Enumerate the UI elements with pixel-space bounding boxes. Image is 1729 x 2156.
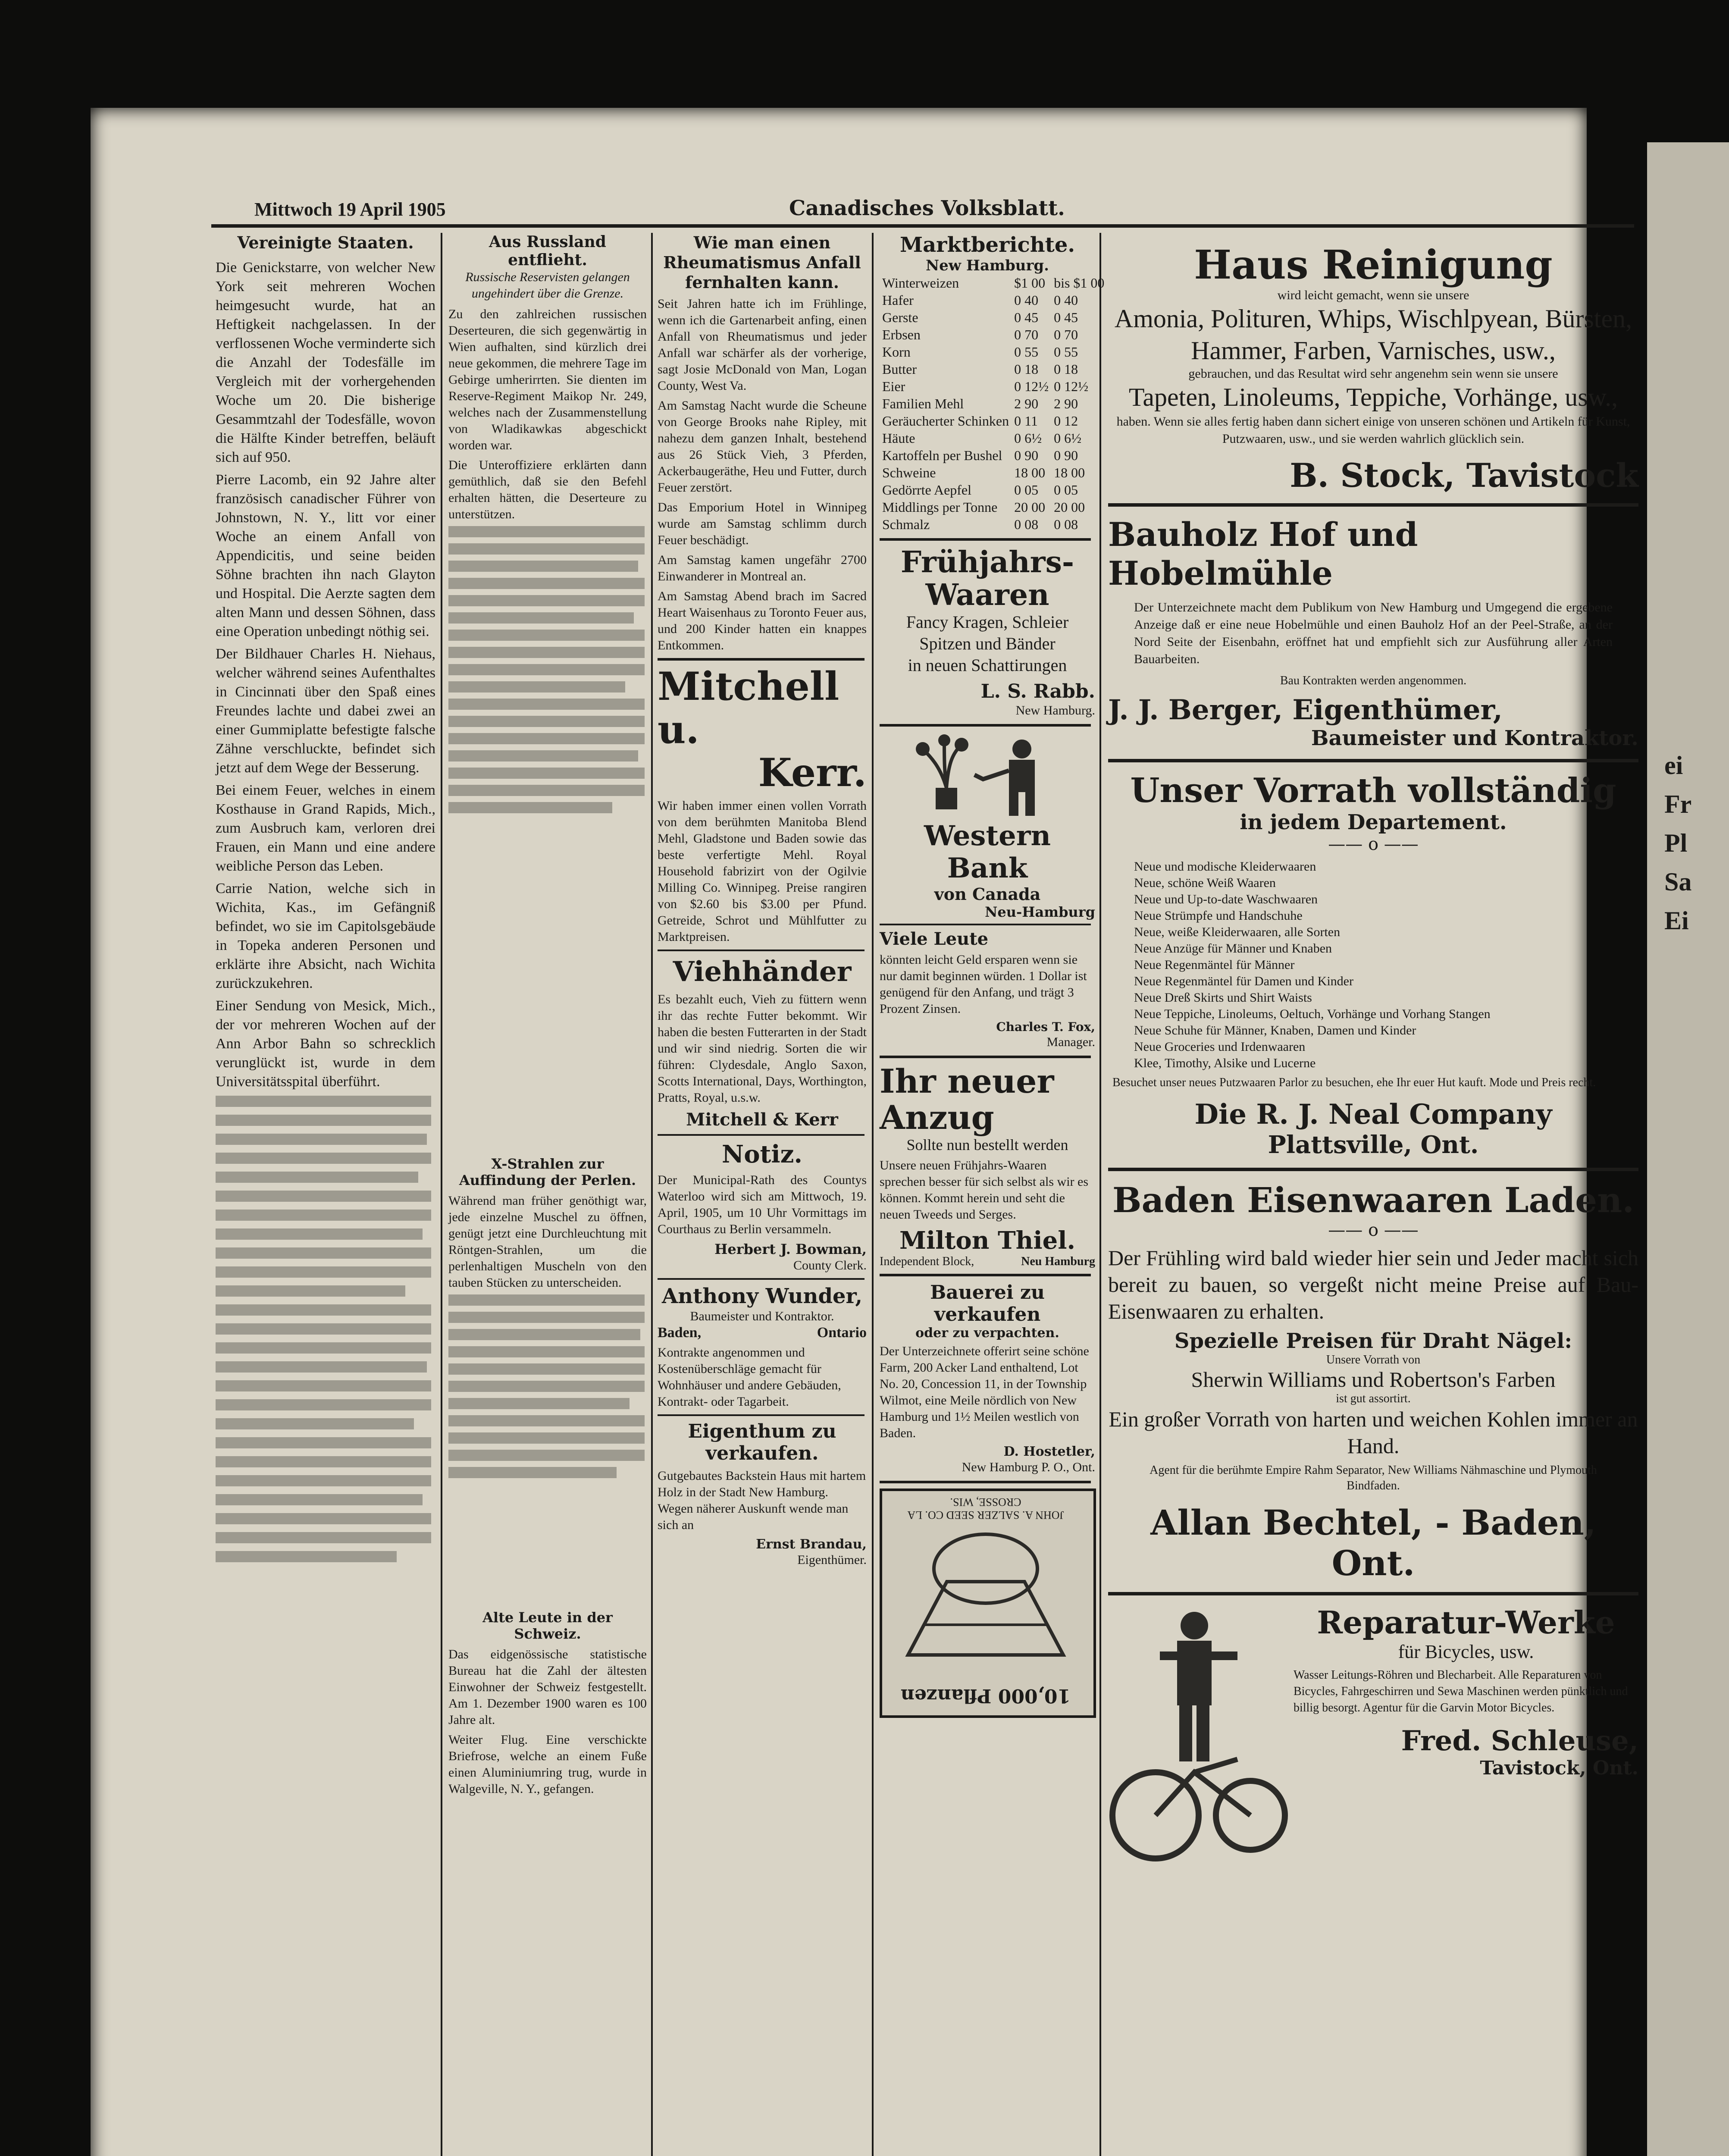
ad-outro: Besuchet unser neues Putzwaaren Parlor zu besuchen, ehe Ihr euer Hut kauft. Mode und Preis recht. — [1112, 1076, 1596, 1089]
column-large-ads — [1108, 233, 1638, 1889]
ad-haus-reinigung — [1108, 241, 1638, 495]
table-row: Häute 0 6½ 0 6½ — [882, 430, 1082, 446]
table-row: Familien Mehl 2 90 2 90 — [882, 396, 1078, 411]
ad-name: Allan Bechtel, - Baden, Ont. — [1150, 1502, 1596, 1583]
news-paragraph: Das eidgenössische statistische Bureau hat die Zahl der ältesten Einwohner der Schweiz festgestellt. Am 1. Dezember 1900 waren es 100 Jahre alt. — [448, 1647, 647, 1727]
table-row: Butter 0 18 0 18 — [882, 361, 1078, 377]
gardener-illustration — [880, 732, 1091, 818]
ad-subtitle: für Bicycles, usw. — [1398, 1641, 1534, 1662]
market-report — [880, 233, 1105, 533]
list-item: Klee, Timothy, Alsike und Lucerne — [1134, 1056, 1316, 1070]
ad-title: Baden Eisenwaaren Laden. — [1112, 1180, 1635, 1220]
section-rule — [1108, 503, 1638, 507]
ad-text: Unsere neuen Frühjahrs-Waaren sprechen besser für sich selbst als wir es können. Kommt herein und seht die neuen Tweeds und Serges. — [880, 1158, 1089, 1222]
section-rule — [880, 538, 1091, 541]
adjacent-page-edge — [1647, 142, 1729, 2156]
ad-role: Baumeister und Kontraktor. — [1311, 726, 1638, 750]
ad-anzug — [880, 1063, 1095, 1269]
column-divider — [872, 233, 874, 2156]
edge-fragment: ei — [1664, 751, 1683, 780]
market-place: New Hamburg. — [926, 257, 1049, 274]
ad-subtitle: Baumeister und Kontraktor. — [690, 1309, 834, 1323]
list-item: Neue Regenmäntel für Männer — [1134, 958, 1295, 972]
ad-subtitle: in jedem Departement. — [1240, 810, 1507, 834]
table-row: Gerste 0 45 0 45 — [882, 310, 1078, 325]
news-paragraph: Während man früher genöthigt war, jede einzelne Muschel zu öffnen, genügt jetzt eine Durchleuchtung mit Röntgen-Strahlen, um die perlenhaltigen Muscheln von den tauben Stücken zu unterscheiden. — [448, 1194, 647, 1290]
paper-name: Canadisches Volksblatt. — [789, 196, 1065, 220]
ad-line: in neuen Schattirungen — [908, 655, 1067, 675]
ad-title: Reparatur-Werke — [1317, 1604, 1615, 1641]
news-paragraph: Einer Sendung von Mesick, Mich., der vor mehreren Wochen auf der Ann Arbor Bahn so schrecklich verunglückt ist, wurde in dem Universitätsspital überführt. — [216, 998, 435, 1090]
list-item: Neue und modische Kleiderwaaren — [1134, 859, 1316, 874]
column-divider — [651, 233, 653, 2156]
ad-paints: Sherwin Williams und Robertson's Farben — [1191, 1367, 1556, 1391]
ad-text: Der Unterzeichnete offerirt seine schöne Farm, 200 Acker Land enthaltend, Lot No. 20, Concession 11, in der Township Wilmot, eine Meile nördlich von New Hamburg und 1½ Meilen westlich von Baden. — [880, 1344, 1089, 1440]
ad-location — [880, 1255, 1095, 1269]
ad-name: Milton Thiel. — [899, 1226, 1076, 1255]
ad-title: Bauholz Hof und — [1108, 515, 1418, 554]
ad-text: Wasser Leitungs-Röhren und Blecharbeit. Alle Reparaturen von Bicycles, Fahrgeschirren und Sewa Maschinen werden pünktlich und billig besorgt. Agentur für die Garvin Motor Bicycles. — [1294, 1668, 1628, 1714]
table-row: Geräucherter Schinken 0 11 0 12 — [882, 413, 1078, 429]
section-rule — [658, 1134, 864, 1136]
news-paragraph: Zu den zahlreichen russischen Deserteuren, die sich gegenwärtig in Wien aufhalten, sind kürzlich drei neue gekommen, die mehrere Tage im Gebirge umherirrten. Sie dienten im Reserve-Regiment Maikop Nr. 249, welches nach der Zusammenstellung von Wladikawkas abgeschickt worden war. — [448, 307, 647, 452]
news-paragraph: Der Bildhauer Charles H. Niehaus, welcher während seines Aufenthaltes in Cincinnati über den Spaß eines Freundes lachte und dabei zwei an einer Gummiplatte befestigte falsche Zähne verschluckte, befindet sich jetzt auf dem Wege der Besserung. — [216, 646, 435, 776]
ad-name: Die R. J. Neal Company — [1194, 1098, 1552, 1131]
section-title: Vereinigte Staaten. — [237, 233, 414, 252]
ad-title: Mitchell u. — [658, 664, 839, 752]
ad-viehhaender — [658, 956, 867, 1130]
ad-subtitle: oder zu verpachten. — [915, 1326, 1059, 1341]
ad-title: Bauerei zu verkaufen — [930, 1282, 1045, 1326]
ad-bauerei — [880, 1282, 1095, 1476]
notice-title: Notiz. — [722, 1140, 802, 1169]
ad-text: Der Unterzeichnete macht dem Publikum von New Hamburg und Umgegend die ergebene Anzeige daß er eine neue Hobelmühle und einen Bauholz Hof an der Peel-Straße, an der Nord Seite der Eisenbahn, eröffnet hat und empfiehlt sich zur Ausführung aller Arten Bauarbeiten. — [1134, 600, 1613, 666]
list-item: Neue, schöne Weiß Waaren — [1134, 876, 1276, 890]
list-item: Neue Teppiche, Linoleums, Oeltuch, Vorhänge und Vorhang Stangen — [1134, 1007, 1491, 1021]
dense-text-block — [216, 1096, 435, 2087]
section-rule — [880, 1056, 1091, 1058]
ornament-divider: —— o —— — [1328, 834, 1419, 854]
table-row: Winterweizen $1 00 bis $1 00 — [882, 275, 1105, 291]
newspaper-page — [91, 108, 1638, 2156]
section-rule — [658, 1278, 864, 1280]
market-table — [880, 274, 1107, 533]
news-paragraph: Am Samstag Abend brach im Sacred Heart Waisenhaus zu Toronto Feuer aus, und 200 Kinder hatten ein knappes Entkommen. — [658, 589, 867, 652]
list-item: Neue Regenmäntel für Damen und Kinder — [1134, 974, 1353, 988]
seed-advertisement — [880, 1489, 1096, 1718]
ad-reparatur — [1108, 1604, 1638, 1889]
list-item: Neue und Up-to-date Waschwaaren — [1134, 892, 1318, 906]
column-mixed — [658, 233, 867, 1568]
ad-title: Unser Vorrath vollständig — [1130, 771, 1616, 810]
ad-agency: Agent für die berühmte Empire Rahm Separator, New Williams Nähmaschine und Plymouth Bindfaden. — [1150, 1463, 1597, 1492]
ad-text: könnten leicht Geld ersparen wenn sie nur damit beginnen würden. 1 Dollar ist genügend für den Anfang, und trägt 3 Prozent Zinsen. — [880, 953, 1087, 1016]
ad-place: New Hamburg. — [1015, 703, 1095, 718]
section-rule — [658, 658, 864, 661]
table-row: Gedörrte Aepfel 0 05 0 05 — [882, 482, 1078, 498]
table-row: Schmalz 0 08 0 08 — [882, 517, 1078, 532]
ad-text: Es bezahlt euch, Vieh zu füttern wenn ihr das rechte Futter bekommt. Wir haben die besten Futterarten in der Stadt und wir sind niedrig. Sorten die wir führen: Clydesdale, Anglo Saxon, Scotts International, Days, Worthington, Pratts, Royal, u.s.w. — [658, 992, 867, 1105]
ad-signature-role: Manager. — [1046, 1035, 1095, 1049]
cyclist-illustration — [1108, 1604, 1289, 1871]
news-paragraph: Seit Jahren hatte ich im Frühlinge, wenn ich die Gartenarbeit anfing, einen Anfall von Rheumatismus und jeder Anfall war schärfer als der vorherige, sagt Josie McDonald von Man, Logan County, West Va. — [658, 297, 867, 393]
ad-place: Neu-Hamburg — [985, 904, 1095, 920]
ad-title: Anthony Wunder, — [661, 1284, 863, 1308]
ad-vorrath — [1108, 771, 1638, 1159]
issue-date: Mittwoch 19 April 1905 — [254, 199, 446, 220]
ad-mid: gebrauchen, und das Resultat wird sehr angenehm sein wenn sie unsere — [1188, 367, 1558, 381]
table-row: Schweine 18 00 18 00 — [882, 465, 1085, 480]
seed-ad-illustration — [882, 1517, 1093, 1672]
ad-mitchell-kerr — [658, 665, 867, 945]
ad-place: New Hamburg P. O., Ont. — [962, 1460, 1095, 1474]
table-row: Eier 0 12½ 0 12½ — [882, 379, 1089, 394]
ad-province: Ontario — [817, 1325, 867, 1341]
ad-note: Bau Kontrakten werden angenommen. — [1280, 674, 1467, 687]
ad-place: Plattsville, Ont. — [1268, 1131, 1479, 1159]
table-row: Korn 0 55 0 55 — [882, 344, 1078, 360]
notice-signature: Herbert J. Bowman, — [714, 1241, 867, 1257]
section-rule — [880, 924, 1091, 925]
ad-paints-note: ist gut assortirt. — [1336, 1392, 1411, 1405]
ad-title: Anzug — [880, 1098, 994, 1137]
section-rule — [658, 1414, 864, 1416]
ad-outro: haben. Wenn sie alles fertig haben dann sichert einige von unseren schönen und Artikeln für Kunst, Putzwaaren, usw., und sie werden wahrlich glücklich sein. — [1116, 414, 1630, 446]
ad-title: Haus Reinigung — [1194, 241, 1553, 288]
ad-signature: Mitchell & Kerr — [686, 1109, 838, 1130]
ad-coal: Ein großer Vorrath von harten und weichen Kohlen immer an Hand. — [1109, 1407, 1638, 1458]
ad-signature: Ernst Brandau, — [756, 1537, 867, 1552]
article-title: Wie man einen Rheumatismus Anfall fernhalten kann. — [663, 233, 861, 292]
ad-title: Waaren — [925, 578, 1049, 612]
ad-anthony-wunder — [658, 1284, 867, 1410]
ad-baden-eisenwaaren — [1108, 1180, 1638, 1583]
dense-text-block — [448, 1294, 647, 1605]
ad-products: Tapeten, Linoleums, Teppiche, Vorhänge, usw., — [1128, 383, 1618, 411]
table-row: Hafer 0 40 0 40 — [882, 292, 1078, 308]
ad-eigenthum — [658, 1420, 867, 1568]
ad-heading: Viele Leute — [880, 929, 989, 949]
ad-signature: D. Hostetler, — [1003, 1444, 1095, 1459]
table-row: Kartoffeln per Bushel 0 90 0 90 — [882, 448, 1078, 463]
ad-subtitle: von Canada — [934, 884, 1041, 904]
ad-title: Frühjahrs- — [900, 545, 1074, 580]
list-item: Neue Schuhe für Männer, Knaben, Damen und Kinder — [1134, 1023, 1416, 1037]
ad-name: J. J. Berger, Eigenthümer, — [1108, 694, 1503, 726]
section-rule — [1108, 759, 1638, 762]
ad-place: Independent Block, — [880, 1255, 974, 1268]
section-rule — [880, 1481, 1091, 1483]
ad-title: Eigenthum zu verkaufen. — [688, 1420, 836, 1464]
ad-western-bank — [880, 732, 1095, 1050]
ad-line: Fancy Kragen, Schleier — [906, 612, 1069, 632]
section-rule — [1108, 1592, 1638, 1595]
ad-place: Neu Hamburg — [1021, 1255, 1095, 1268]
notice-signature-role: County Clerk. — [793, 1258, 867, 1272]
table-row: Erbsen 0 70 0 70 — [882, 327, 1078, 342]
ad-intro: wird leicht gemacht, wenn sie unsere — [1277, 288, 1469, 302]
ad-agent: Unsere Vorrath von — [1326, 1353, 1421, 1366]
edge-fragment: Fr — [1664, 790, 1692, 818]
table-row: Middlings per Tonne 20 00 20 00 — [882, 499, 1085, 515]
news-paragraph: Pierre Lacomb, ein 92 Jahre alter französisch canadischer Führer von Johnstown, N. Y., litt vor einer Woche an einem Anfall von Appendicitis, und seine beiden Söhne brachten ihn nach Glayton und Hospital. Die Aerzte sagten dem alten Mann und dessen Söhnen, dass eine Operation unbedingt nöthig sei. — [216, 472, 435, 639]
ad-text: Der Frühling wird bald wieder hier sein und Jeder macht sich bereit zu bauen, so vergeßt nicht meine Preise auf Bau-Eisenwaaren zu erhalten. — [1108, 1246, 1638, 1323]
ad-place: Baden, — [658, 1325, 702, 1341]
article-title: Alte Leute in der Schweiz. — [482, 1609, 613, 1642]
section-rule — [658, 950, 864, 951]
dense-text-block — [448, 526, 647, 1151]
column-market-ads — [880, 233, 1105, 1718]
ad-products: Amonia, Polituren, Whips, Wischlpyean, Bürsten, Hammer, Farben, Varnisches, usw., — [1114, 304, 1632, 365]
ad-text: Gutgebautes Backstein Haus mit hartem Holz in der Stadt New Hamburg. Wegen näherer Auskunft wende man sich an — [658, 1469, 866, 1532]
ad-title: Ihr neuer — [880, 1062, 1054, 1100]
ad-text: Kontrakte angenommen und Kostenüberschläge gemacht für Wohnhäuser und andere Gebäuden, Kontrakt- oder Tagarbeit. — [658, 1345, 841, 1409]
ad-rabb — [880, 546, 1095, 719]
ad-title: Kerr. — [758, 750, 867, 796]
seed-ad-plants: 10,000 Pflanzen — [900, 1685, 1071, 1707]
ad-location — [658, 1325, 867, 1341]
section-rule — [880, 1274, 1091, 1276]
news-paragraph: Die Genickstarre, von welcher New York seit mehreren Wochen heimgesucht wurde, hat an Heftigkeit nachgelassen. In der verflossenen Woche verminderte sich die Anzahl der Todesfälle im Vergleich mit der vorhergehenden Woche um 20. Die bisherige Gesammtzahl der Todesfälle, wovon die Hälfte Kinder betreffen, beläuft sich auf 950. — [216, 260, 435, 465]
section-rule — [1108, 1168, 1638, 1171]
market-title: Marktberichte. — [899, 233, 1075, 257]
header-rule — [211, 224, 1634, 228]
list-item: Neue Dreß Skirts und Shirt Waists — [1134, 990, 1312, 1005]
ad-name: L. S. Rabb. — [980, 680, 1095, 702]
ad-subtitle: Sollte nun bestellt werden — [906, 1136, 1068, 1153]
ad-signature-role: Eigenthümer. — [797, 1553, 867, 1567]
ad-line: Spitzen und Bänder — [919, 634, 1056, 653]
ad-title: Hobelmühle — [1108, 554, 1333, 592]
column-news-usa — [216, 233, 435, 2087]
ad-signature: Charles T. Fox, — [996, 1020, 1095, 1034]
news-paragraph: Die Unteroffiziere erklärten dann gemüthlich, daß sie den Befehl erhalten hätten, die Deserteure zu unterstützen. — [448, 458, 647, 521]
article-subtitle: Russische Reservisten gelangen ungehindert über die Grenze. — [465, 270, 630, 301]
ad-name: Fred. Schleuse, — [1401, 1725, 1638, 1757]
news-paragraph: Das Emporium Hotel in Winnipeg wurde am Samstag schlimm durch Feuer beschädigt. — [658, 500, 867, 547]
news-paragraph: Am Samstag Nacht wurde die Scheune von George Brooks nahe Ripley, mit nahezu dem ganzen Inhalt, bestehend aus 26 Stück Vieh, 3 Pferden, Ackerbaugeräthe, Heu und Futter, durch Feuer zerstört. — [658, 398, 867, 495]
column-divider — [441, 233, 442, 2156]
list-item: Neue Anzüge für Männer und Knaben — [1134, 941, 1332, 956]
ornament-divider: —— o —— — [1328, 1220, 1419, 1240]
column-news-russia — [448, 233, 647, 1801]
list-item: Neue Groceries und Irdenwaaren — [1134, 1040, 1306, 1054]
ad-name: B. Stock, Tavistock — [1290, 456, 1638, 495]
stock-list — [1134, 859, 1613, 1072]
notice-notiz — [658, 1140, 867, 1274]
ad-bauholz — [1108, 515, 1638, 750]
notice-text: Der Municipal-Rath des Countys Waterloo wird sich am Mittwoch, 19. April, 1905, um 10 Uhr Vormittags im Courthaus zu Berlin versammeln. — [658, 1173, 867, 1236]
adjacent-page-fragment — [1664, 746, 1691, 940]
list-item: Neue, weiße Kleiderwaaren, alle Sorten — [1134, 925, 1341, 939]
news-paragraph: Carrie Nation, welche sich in Wichita, Kas., im Gefängniß befindet, wo sie im Capitolsgebäude in Topeka anderen Personen und erklärte ihre Absicht, nach Wichita zurückzukehren. — [216, 881, 435, 991]
article-title: Aus Russland entflieht. — [489, 233, 606, 269]
news-paragraph: Weiter Flug. Eine verschickte Briefrose, welche an einem Fuße einen Aluminiumring trug, wurde in Walgeville, N. Y., gefangen. — [448, 1733, 647, 1796]
article-title: X-Strahlen zur Auffindung der Perlen. — [459, 1156, 636, 1188]
ad-title: Western Bank — [924, 820, 1051, 884]
news-paragraph: Bei einem Feuer, welches in einem Kosthause in Grand Rapids, Mich., zum Ausbruch kam, verloren drei Frauen, ein Mann und eine andere weibliche Person das Leben. — [216, 782, 435, 874]
edge-fragment: Sa — [1664, 868, 1692, 896]
section-rule — [880, 724, 1091, 727]
ad-special: Spezielle Preisen für Draht Nägel: — [1174, 1329, 1572, 1353]
list-item: Neue Strümpfe und Handschuhe — [1134, 909, 1303, 923]
news-paragraph: Am Samstag kamen ungefähr 2700 Einwanderer in Montreal an. — [658, 553, 867, 583]
edge-fragment: Pl — [1664, 829, 1688, 857]
seed-ad-company: JOHN A. SALZER SEED CO. LA CROSSE, WIS. — [907, 1496, 1064, 1521]
ad-title: Viehhänder — [673, 956, 852, 988]
edge-fragment: Ei — [1664, 906, 1689, 935]
ad-place: Tavistock, Ont. — [1480, 1757, 1638, 1779]
ad-text: Wir haben immer einen vollen Vorrath von dem berühmten Manitoba Blend Mehl, Gladstone und Baden sowie das beste verfertigte Mehl. Royal Household fabrizirt von der Ogilvie Milling Co. Winnipeg. Preise rangiren von $2.60 bis $3.00 per Pfund. Getreide, Schrot und Mühlfutter zu Marktpreisen. — [658, 799, 867, 944]
